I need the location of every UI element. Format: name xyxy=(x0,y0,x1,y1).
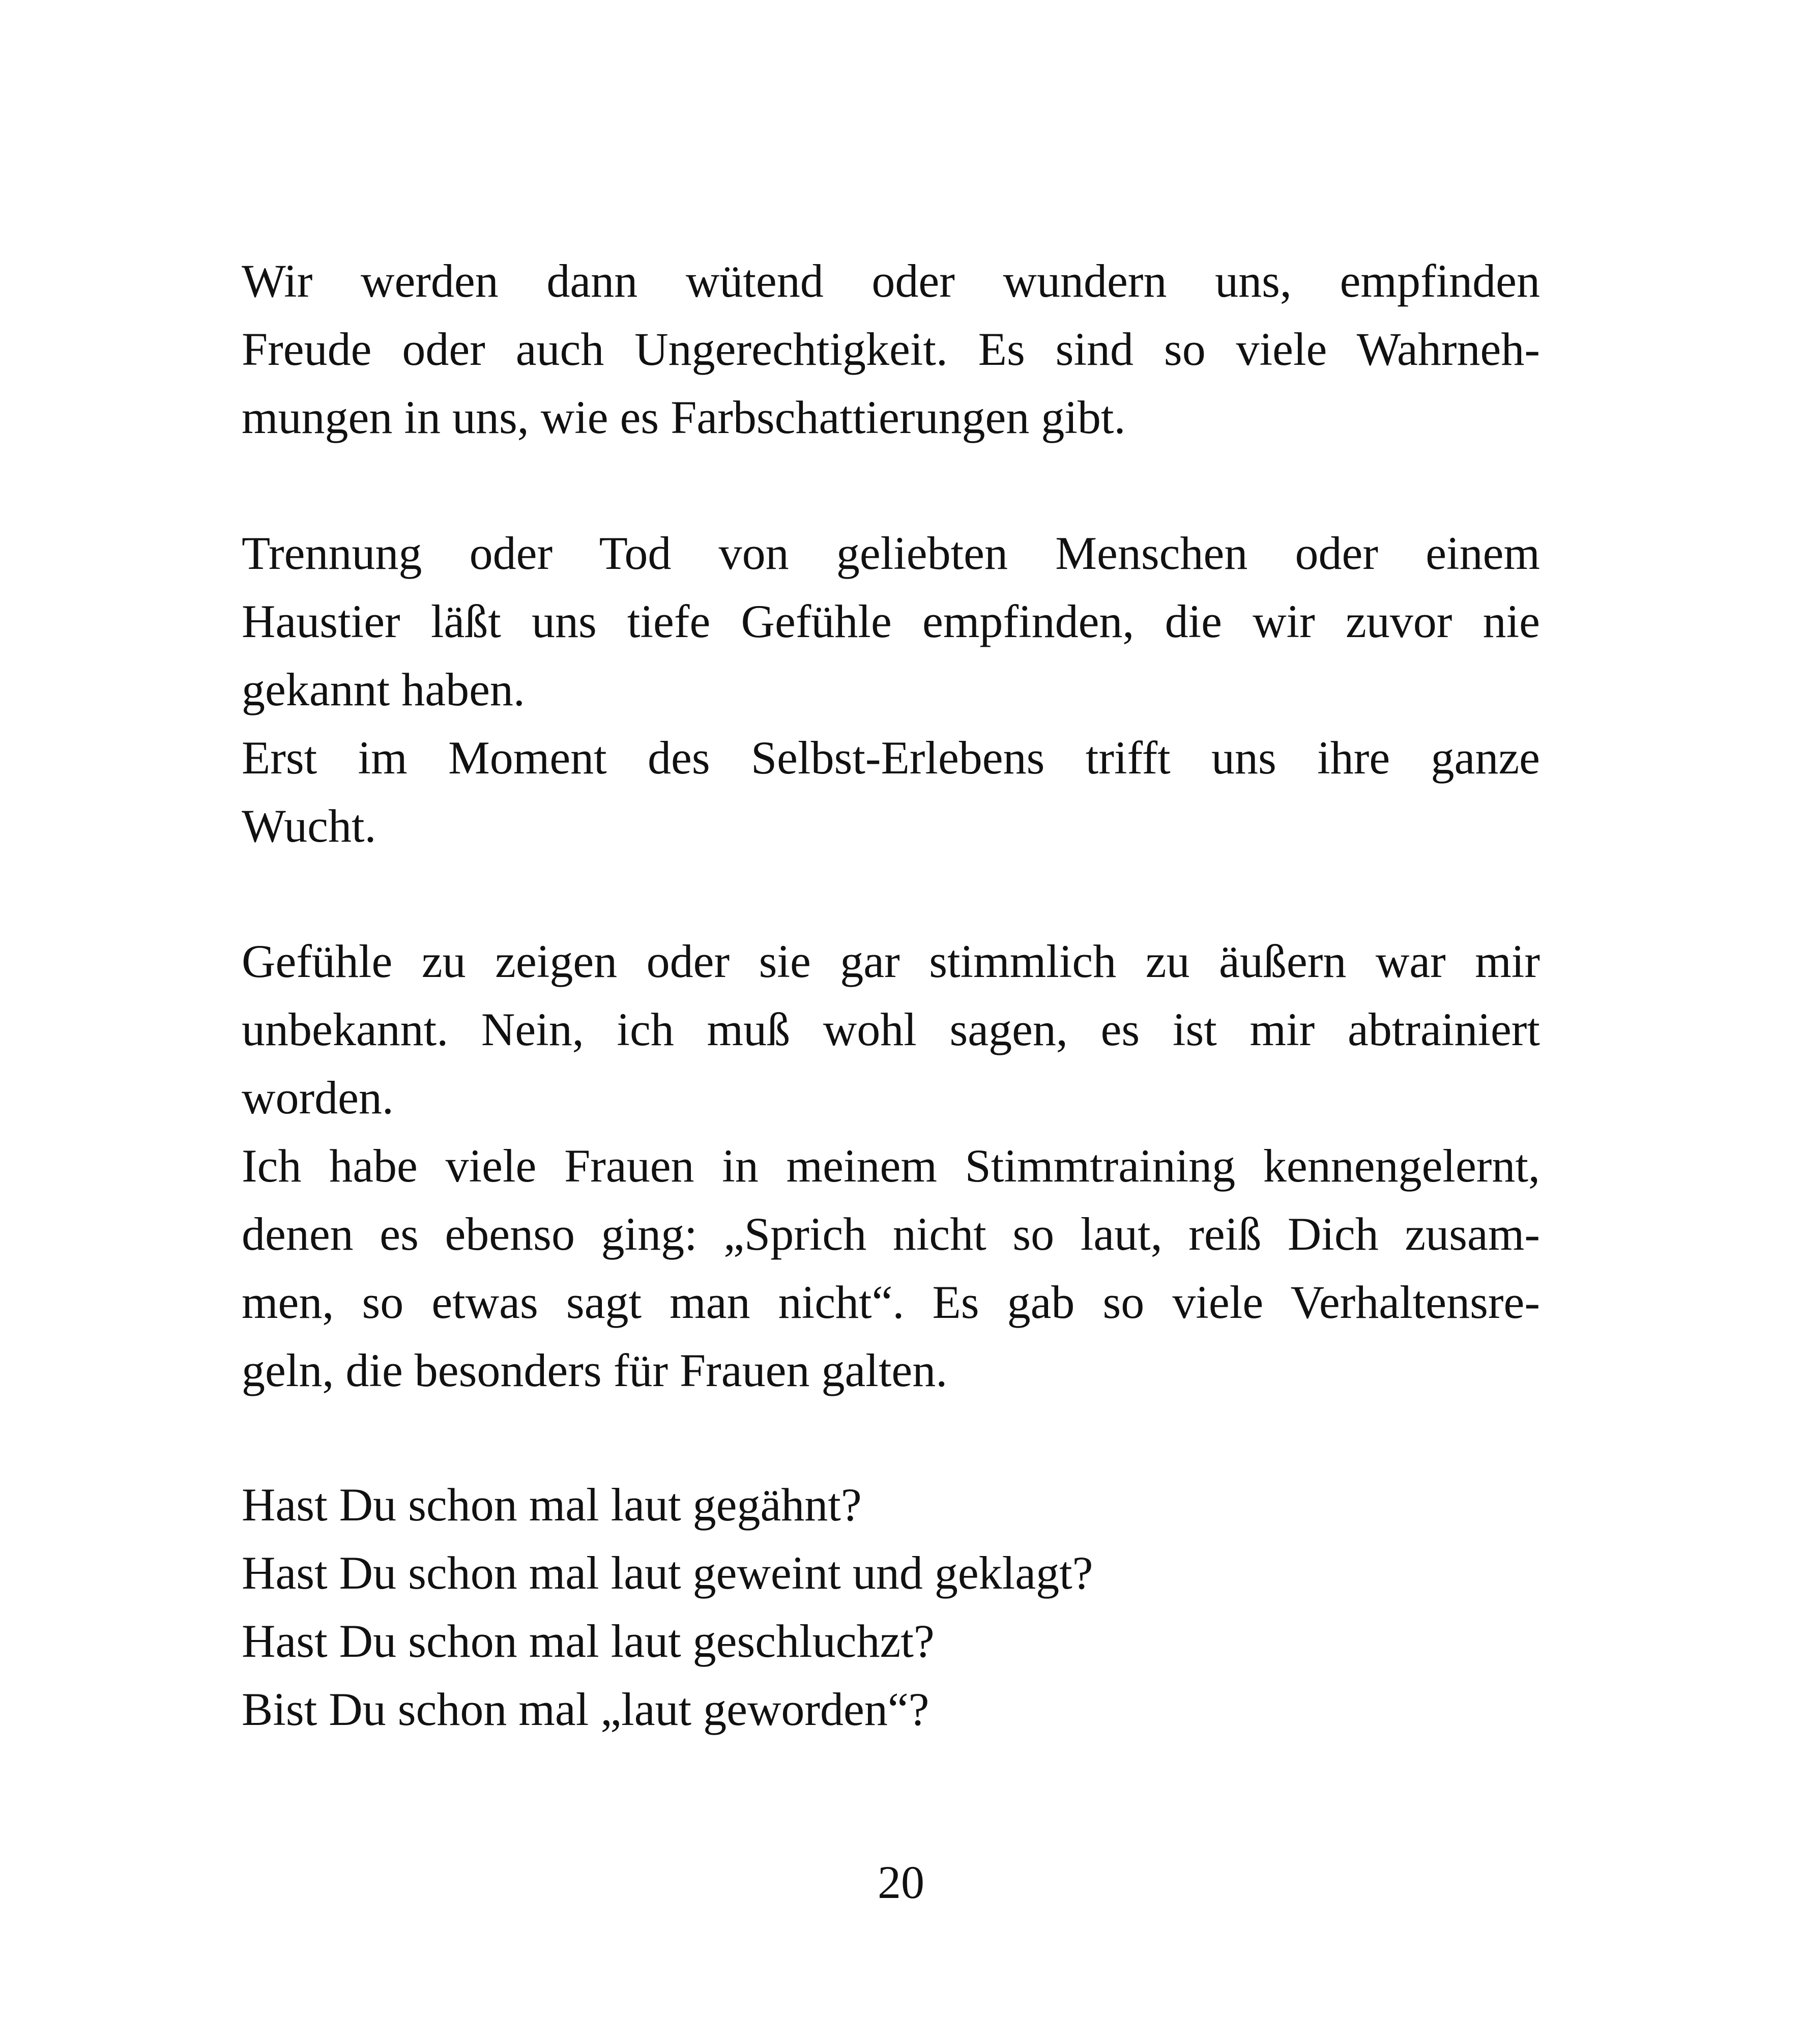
paragraph-4 xyxy=(242,1471,1540,1743)
paragraph-line: Freude oder auch Ungerechtigkeit. Es sind so viele Wahrneh- xyxy=(242,323,1540,375)
paragraph-line: men, so etwas sagt man nicht“. Es gab so viele Verhaltensre- xyxy=(242,1276,1540,1328)
page-number: 20 xyxy=(878,1856,924,1908)
paragraph-2 xyxy=(242,519,1540,860)
paragraph-line: mungen in uns, wie es Farbschattierungen gibt. xyxy=(242,391,1126,443)
paragraph-line: Gefühle zu zeigen oder sie gar stimmlich zu äußern war mir xyxy=(242,935,1540,987)
paragraph-line: Wucht. xyxy=(242,800,376,852)
paragraph-line: Haustier läßt uns tiefe Gefühle empfinden, die wir zuvor nie xyxy=(242,595,1540,647)
paragraph-1 xyxy=(242,247,1540,451)
paragraph-line: geln, die besonders für Frauen galten. xyxy=(242,1344,948,1396)
paragraph-line: Bist Du schon mal „laut geworden“? xyxy=(242,1683,929,1735)
paragraph-line: denen es ebenso ging: „Sprich nicht so laut, reiß Dich zusam- xyxy=(242,1208,1540,1260)
paragraph-line: Wir werden dann wütend oder wundern uns, empfinden xyxy=(242,255,1540,307)
paragraph-line: Erst im Moment des Selbst-Erlebens trifft uns ihre ganze xyxy=(242,732,1540,784)
paragraph-line: gekannt haben. xyxy=(242,664,525,715)
paragraph-3 xyxy=(242,927,1540,1404)
paragraph-line: worden. xyxy=(242,1072,394,1124)
paragraph-line: Hast Du schon mal laut gegähnt? xyxy=(242,1479,862,1531)
paragraph-line: Hast Du schon mal laut geschluchzt? xyxy=(242,1615,935,1667)
paragraph-line: Ich habe viele Frauen in meinem Stimmtraining kennengelernt, xyxy=(242,1140,1540,1192)
paragraph-line: unbekannt. Nein, ich muß wohl sagen, es ist mir abtrainiert xyxy=(242,1003,1540,1055)
paragraph-line: Trennung oder Tod von geliebten Menschen oder einem xyxy=(242,527,1540,579)
paragraph-line: Hast Du schon mal laut geweint und geklagt? xyxy=(242,1547,1093,1599)
